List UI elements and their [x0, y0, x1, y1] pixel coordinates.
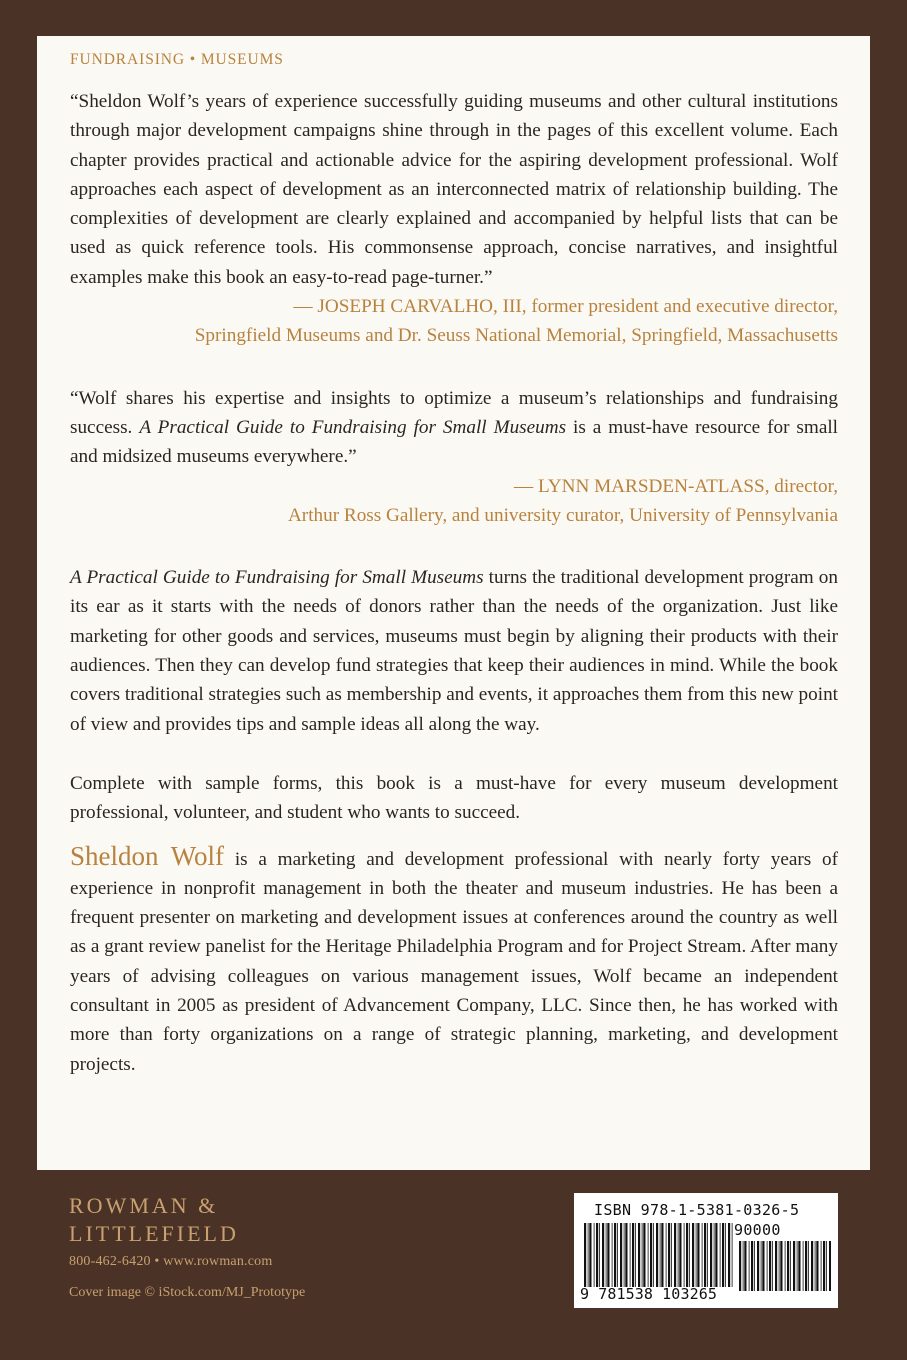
- endorsement-attribution-1: [70, 292, 838, 351]
- barcode-bar: [692, 1223, 694, 1287]
- barcode-bar: [684, 1223, 685, 1287]
- barcode-bar: [829, 1241, 831, 1291]
- barcode-bar: [599, 1223, 600, 1287]
- publisher-contact: 800-462-6420 • www.rowman.com: [69, 1254, 273, 1269]
- barcode-bar: [668, 1223, 670, 1287]
- attribution-1-line-1: — JOSEPH CARVALHO, III, former president and executive director,: [293, 296, 838, 318]
- barcode-bar: [710, 1223, 712, 1287]
- barcode-bar: [632, 1223, 634, 1287]
- barcode-bar: [769, 1241, 771, 1291]
- barcode-bar: [761, 1241, 762, 1291]
- barcode-bar: [697, 1223, 699, 1287]
- barcode-bar: [594, 1223, 595, 1287]
- barcode-bar: [775, 1241, 777, 1291]
- barcode-bar: [821, 1241, 822, 1291]
- isbn-barcode: [574, 1193, 838, 1308]
- barcode-bar: [666, 1223, 667, 1287]
- barcode-bar: [671, 1223, 672, 1287]
- barcode-bar: [704, 1223, 706, 1287]
- barcode-bar: [620, 1223, 622, 1287]
- barcode-bar: [811, 1241, 813, 1291]
- barcode-bar: [648, 1223, 649, 1287]
- barcode-bar: [728, 1223, 730, 1287]
- barcode-bar: [650, 1223, 652, 1287]
- endorsement-quote-2: [70, 384, 838, 472]
- barcode-main-bars: [584, 1223, 734, 1287]
- quote-2-text-before: “Wolf shares his expertise and insights to optimize a museum’s relationships and fundraising success.: [70, 387, 838, 438]
- barcode-bar: [612, 1223, 613, 1287]
- barcode-bar: [790, 1241, 791, 1291]
- barcode-bar: [720, 1223, 721, 1287]
- barcode-bar: [805, 1241, 807, 1291]
- barcode-bar: [780, 1241, 782, 1291]
- attribution-2-line-1: — LYNN MARSDEN-ATLASS, director,: [513, 475, 838, 497]
- quote-2-text-after: is a must-have resource for small and midsized museums everywhere.”: [70, 416, 839, 468]
- barcode-bar: [635, 1223, 636, 1287]
- barcode-bar: [679, 1223, 681, 1287]
- barcode-bar: [661, 1223, 663, 1287]
- barcode-bar: [779, 1241, 780, 1291]
- barcode-bar: [588, 1223, 589, 1287]
- isbn-number: ISBN 978-1-5381-0326-5: [594, 1201, 800, 1219]
- barcode-bar: [823, 1241, 825, 1291]
- barcode-bar: [643, 1223, 645, 1287]
- quote-2-book-title: A Practical Guide to Fundraising for Small Museums: [139, 416, 567, 438]
- barcode-bar: [787, 1241, 789, 1291]
- publisher-name-line-1: ROWMAN &: [69, 1193, 219, 1218]
- barcode-bar: [732, 1223, 733, 1287]
- barcode-bar: [785, 1241, 786, 1291]
- barcode-bar: [630, 1223, 631, 1287]
- barcode-bar: [607, 1223, 609, 1287]
- price-addon-code: 90000: [734, 1221, 781, 1239]
- publisher-name-line-2: LITTLEFIELD: [69, 1221, 239, 1246]
- barcode-bar: [815, 1241, 816, 1291]
- endorsement-quote-1: “Sheldon Wolf’s years of experience successfully guiding museums and other cultural institutions through major development campaigns shine through in the pages of this excellent volume. Each chapter provides practical and actionable advice for the aspiring development professional. Wolf approaches each aspect of development as an interconnected matrix of relationship building. The complexities of development are clearly explained and accompanied by helpful lists that can be used as quick reference tools. His commonsense approach, concise narratives, and insightful examples make this book an easy-to-read page-turner.”: [70, 91, 838, 288]
- barcode-bar: [714, 1223, 715, 1287]
- barcode-bar: [674, 1223, 676, 1287]
- barcode-bar: [743, 1241, 744, 1291]
- barcode-bar: [816, 1241, 818, 1291]
- barcode-bar: [624, 1223, 625, 1287]
- barcode-bar: [767, 1241, 768, 1291]
- endorsement-attribution-2: [70, 472, 838, 531]
- barcode-bar: [642, 1223, 643, 1287]
- author-name: Sheldon Wolf: [70, 840, 225, 871]
- barcode-bar: [826, 1241, 827, 1291]
- barcode-bar: [602, 1223, 604, 1287]
- back-cover-panel: [37, 36, 870, 1170]
- barcode-bar: [772, 1241, 773, 1291]
- barcode-addon-bars: [739, 1241, 831, 1291]
- barcode-bar: [715, 1223, 717, 1287]
- barcode-bar: [751, 1241, 753, 1291]
- barcode-bar: [798, 1241, 800, 1291]
- barcode-bar: [653, 1223, 654, 1287]
- barcode-bar: [625, 1223, 627, 1287]
- barcode-bar: [722, 1223, 724, 1287]
- barcode-bar: [617, 1223, 618, 1287]
- barcode-bar: [606, 1223, 607, 1287]
- attribution-2-line-2: Arthur Ross Gallery, and university curator, University of Pennsylvania: [287, 504, 838, 526]
- description-text: turns the traditional development program on its ear as it starts with the needs of donors rather than the needs of the organization. Just like marketing for other goods and services, museums must begin by aligning their products with their audiences. Then they can develop fund strategies that keep their audiences in mind. While the book covers traditional strategies such as membership and events, it approaches them from this new point of view and provides tips and sample ideas all along the way.: [70, 567, 838, 735]
- author-bio: [70, 842, 838, 1079]
- publisher-logo: [69, 1192, 272, 1272]
- barcode-bar: [660, 1223, 661, 1287]
- barcode-bar: [638, 1223, 640, 1287]
- barcode-bar: [656, 1223, 658, 1287]
- barcode-bar: [757, 1241, 759, 1291]
- barcode-bar: [808, 1241, 809, 1291]
- category-label: FUNDRAISING • MUSEUMS: [70, 51, 284, 68]
- cover-image-credit: Cover image © iStock.com/MJ_Prototype: [69, 1285, 306, 1300]
- barcode-bar: [739, 1241, 741, 1291]
- barcode-bar: [614, 1223, 616, 1287]
- author-bio-text: is a marketing and development professional with nearly forty years of experience in nonprofit management in both the theater and museum industries. He has been a frequent presenter on marketing and development issues at conferences around the country as well as a grant review panelist for the Heritage Philadelphia Program and for Project Stream. After many years of advising colleagues on various management issues, Wolf became an independent consultant in 2005 as president of Advancement Company, LLC. Since then, he has worked with more than forty organizations on a range of strategic planning, marketing, and development projects.: [70, 848, 839, 1075]
- barcode-bar: [686, 1223, 688, 1287]
- barcode-bar: [702, 1223, 703, 1287]
- book-description: [70, 563, 838, 739]
- barcode-bar: [689, 1223, 690, 1287]
- barcode-bar: [754, 1241, 755, 1291]
- barcode-bar: [797, 1241, 798, 1291]
- closing-statement: Complete with sample forms, this book is a must-have for every museum development professional, volunteer, and student who wants to succeed.: [70, 772, 838, 824]
- barcode-bar: [725, 1223, 726, 1287]
- barcode-bar: [707, 1223, 708, 1287]
- barcode-digits: 9 781538 103265: [580, 1285, 717, 1303]
- barcode-bar: [678, 1223, 679, 1287]
- barcode-bar: [793, 1241, 795, 1291]
- description-book-title: A Practical Guide to Fundraising for Small Museums: [70, 567, 484, 589]
- barcode-bar: [803, 1241, 804, 1291]
- barcode-bar: [589, 1223, 591, 1287]
- barcode-bar: [749, 1241, 750, 1291]
- barcode-bar: [762, 1241, 764, 1291]
- barcode-bar: [696, 1223, 697, 1287]
- barcode-bar: [596, 1223, 598, 1287]
- barcode-bar: [584, 1223, 586, 1287]
- barcode-bar: [744, 1241, 746, 1291]
- attribution-1-line-2: Springfield Museums and Dr. Seuss National Memorial, Springfield, Massachusetts: [194, 325, 838, 347]
